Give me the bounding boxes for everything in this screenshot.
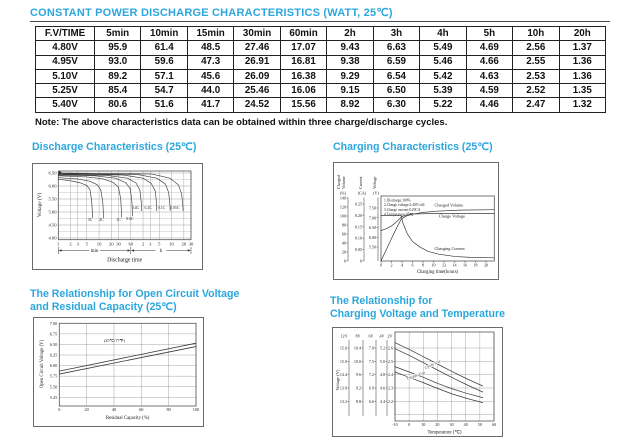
svg-text:0: 0 (359, 258, 362, 264)
svg-text:3.Charge current:0.20CA: 3.Charge current:0.20CA (384, 207, 421, 212)
power-value-cell: 95.9 (95, 41, 141, 55)
time-header-cell: 60min (280, 27, 326, 41)
power-value-cell: 59.6 (141, 55, 187, 69)
svg-text:10.0: 10.0 (353, 358, 361, 364)
svg-text:1C: 1C (116, 217, 121, 222)
svg-text:0: 0 (343, 258, 346, 264)
power-value-cell: 1.36 (559, 55, 605, 69)
time-header-cell: 5min (95, 27, 141, 41)
power-value-cell: 80.6 (95, 98, 141, 112)
svg-text:9.6: 9.6 (355, 372, 361, 378)
svg-text:6.50: 6.50 (368, 225, 376, 230)
power-value-cell: 4.69 (466, 41, 512, 55)
svg-text:8V: 8V (355, 333, 361, 339)
svg-text:6.50: 6.50 (48, 170, 57, 176)
svg-text:5: 5 (85, 241, 88, 247)
svg-text:Voltage (V): Voltage (V) (37, 192, 43, 218)
svg-text:3: 3 (149, 241, 152, 247)
svg-text:10.4: 10.4 (353, 345, 361, 351)
constant-power-table (35, 26, 606, 113)
svg-text:0: 0 (379, 262, 383, 268)
power-value-cell: 16.06 (280, 84, 326, 98)
svg-text:Open Circuit Voltage (V): Open Circuit Voltage (V) (40, 339, 45, 389)
svg-text:80: 80 (166, 406, 171, 412)
power-value-cell: 24.52 (234, 98, 280, 112)
power-value-cell: 44.0 (187, 84, 233, 98)
charging-chart-title: Charging Characteristics (25℃) (333, 141, 493, 153)
temp-chart-title-line1: The Relationship for (330, 295, 433, 307)
svg-text:0.05C: 0.05C (170, 205, 180, 210)
svg-text:0.05: 0.05 (354, 247, 362, 253)
power-value-cell: 48.5 (187, 41, 233, 55)
voltage-row-label: 4.95V (36, 55, 95, 69)
svg-text:Discharge time: Discharge time (107, 257, 143, 264)
power-value-cell: 9.15 (327, 84, 373, 98)
discharge-chart-title: Discharge Characteristics (25℃) (32, 141, 197, 153)
svg-text:30: 30 (449, 422, 454, 427)
svg-text:2: 2 (390, 262, 393, 268)
svg-text:80: 80 (341, 222, 346, 228)
svg-text:6.6: 6.6 (368, 398, 374, 404)
voltage-row-label: 5.40V (36, 98, 95, 112)
page-title: CONSTANT POWER DISCHARGE CHARACTERISTICS (WATT, 25℃) (30, 7, 393, 19)
svg-text:(V): (V) (373, 190, 379, 196)
svg-text:6V: 6V (368, 333, 374, 339)
svg-text:8: 8 (421, 262, 425, 268)
svg-text:Charging Current: Charging Current (434, 246, 465, 252)
voltage-row-label: 5.25V (36, 84, 95, 98)
svg-text:7.00: 7.00 (368, 215, 376, 221)
table-note: Note: The above characteristics data can be obtained within three charge/discharge cycles. (35, 117, 448, 128)
table-row (36, 41, 606, 55)
power-value-cell: 6.30 (373, 98, 419, 112)
svg-text:0: 0 (408, 422, 411, 427)
svg-text:1: 1 (57, 241, 60, 247)
time-header-cell: 2h (327, 27, 373, 41)
svg-text:Charged: Charged (336, 175, 341, 189)
svg-text:60: 60 (491, 422, 497, 427)
svg-text:Voltage (V): Voltage (V) (335, 369, 340, 391)
time-header-cell: 5h (466, 27, 512, 41)
time-header-cell: 15min (187, 27, 233, 41)
power-value-cell: 8.92 (327, 98, 373, 112)
svg-text:0.20: 0.20 (354, 212, 362, 218)
power-value-cell: 1.32 (559, 98, 605, 112)
svg-text:Volume: Volume (341, 176, 346, 189)
svg-text:2.Charge voltage:2.40V/cell: 2.Charge voltage:2.40V/cell (384, 203, 425, 208)
power-value-cell: 16.81 (280, 55, 326, 69)
svg-text:5.75: 5.75 (49, 373, 58, 379)
svg-text:14: 14 (452, 262, 457, 268)
svg-text:6.00: 6.00 (368, 234, 376, 240)
power-value-cell: 6.63 (373, 41, 419, 55)
power-value-cell: 57.1 (141, 69, 187, 83)
svg-text:10: 10 (96, 241, 102, 247)
svg-text:Current: Current (358, 176, 363, 189)
svg-text:13.8: 13.8 (339, 385, 347, 391)
svg-text:5.25: 5.25 (49, 394, 58, 400)
svg-text:10: 10 (169, 241, 174, 247)
svg-text:4.8: 4.8 (379, 372, 385, 378)
svg-text:4: 4 (400, 262, 404, 268)
svg-text:min: min (90, 249, 99, 255)
power-value-cell: 15.56 (280, 98, 326, 112)
temp-chart-svg (333, 328, 502, 436)
discharge-chart-svg (33, 164, 202, 269)
svg-text:7.8: 7.8 (368, 345, 374, 351)
table-row (36, 98, 606, 112)
power-value-cell: 27.46 (234, 41, 280, 55)
svg-text:0.10: 0.10 (354, 235, 362, 241)
power-value-cell: 85.4 (95, 84, 141, 98)
power-value-cell: 5.22 (420, 98, 466, 112)
corner-header-cell: F.V/TIME (36, 27, 95, 41)
svg-text:1.Discharge:100%: 1.Discharge:100% (384, 198, 411, 203)
table-row (36, 69, 606, 83)
power-value-cell: 4.63 (466, 69, 512, 83)
power-value-cell: 6.54 (373, 69, 419, 83)
svg-text:60: 60 (139, 406, 144, 412)
svg-text:5: 5 (158, 241, 161, 247)
svg-text:20: 20 (435, 422, 440, 427)
svg-text:5.50: 5.50 (49, 384, 58, 390)
svg-text:0.4C: 0.4C (131, 205, 140, 210)
svg-text:100: 100 (339, 213, 346, 219)
power-value-cell: 6.50 (373, 84, 419, 98)
power-value-cell: 2.47 (513, 98, 559, 112)
svg-text:8.8: 8.8 (355, 398, 361, 404)
title-underline (30, 21, 610, 22)
power-value-cell: 5.49 (420, 41, 466, 55)
svg-text:16: 16 (462, 262, 468, 268)
svg-text:20: 20 (483, 262, 489, 268)
power-value-cell: 93.0 (95, 55, 141, 69)
svg-text:140: 140 (339, 195, 346, 201)
ocv-chart-title (30, 288, 239, 314)
table-row (36, 55, 606, 69)
power-value-cell: 1.36 (559, 69, 605, 83)
svg-text:60: 60 (128, 241, 134, 247)
power-value-cell: 41.7 (187, 98, 233, 112)
power-value-cell: 2.56 (513, 41, 559, 55)
svg-text:2.3: 2.3 (387, 385, 393, 391)
svg-text:6.00: 6.00 (48, 183, 57, 189)
temp-chart-title (330, 295, 505, 321)
svg-text:7.2: 7.2 (368, 372, 374, 378)
power-value-cell: 5.46 (420, 55, 466, 69)
svg-text:7.00: 7.00 (49, 320, 58, 326)
svg-text:Cycle Use: Cycle Use (423, 358, 442, 371)
time-header-cell: 30min (234, 27, 280, 41)
svg-text:9.2: 9.2 (355, 385, 361, 391)
svg-text:Trickle Use: Trickle Use (405, 369, 426, 382)
svg-text:2.5: 2.5 (387, 358, 393, 364)
time-header-cell: 4h (420, 27, 466, 41)
svg-text:2: 2 (69, 241, 72, 247)
power-value-cell: 2.52 (513, 84, 559, 98)
svg-text:2C: 2C (99, 217, 104, 222)
svg-text:7.5: 7.5 (368, 358, 374, 364)
svg-text:30: 30 (116, 241, 121, 247)
time-header-cell: 3h (373, 27, 419, 41)
svg-text:30: 30 (188, 241, 194, 247)
power-value-cell: 9.38 (327, 55, 373, 69)
svg-text:10: 10 (421, 422, 426, 427)
power-value-cell: 45.6 (187, 69, 233, 83)
svg-text:13.2: 13.2 (339, 398, 347, 404)
svg-text:60: 60 (341, 231, 346, 237)
svg-text:6.9: 6.9 (368, 385, 374, 391)
svg-text:5.2: 5.2 (379, 345, 385, 351)
svg-text:4.50: 4.50 (48, 222, 57, 228)
svg-text:(%): (%) (339, 190, 347, 196)
svg-text:15.0: 15.0 (339, 358, 347, 364)
svg-text:3: 3 (76, 241, 79, 247)
power-value-cell: 54.7 (141, 84, 187, 98)
charging-chart-svg (334, 163, 498, 279)
power-value-cell: 9.43 (327, 41, 373, 55)
power-value-cell: 17.07 (280, 41, 326, 55)
svg-text:Voltage: Voltage (372, 176, 377, 189)
table-row (36, 84, 606, 98)
svg-text:5.50: 5.50 (368, 244, 376, 250)
svg-text:5.50: 5.50 (48, 196, 57, 202)
ocv-chart-title-line1: The Relationship for Open Circuit Voltage (30, 288, 240, 300)
power-value-cell: 25.46 (234, 84, 280, 98)
time-header-cell: 10min (141, 27, 187, 41)
power-value-cell: 1.35 (559, 84, 605, 98)
svg-text:5.0: 5.0 (379, 358, 385, 364)
time-header-cell: 10h (513, 27, 559, 41)
power-value-cell: 51.6 (141, 98, 187, 112)
power-value-cell: 4.46 (466, 98, 512, 112)
svg-text:7.50: 7.50 (368, 205, 376, 211)
svg-text:6.75: 6.75 (49, 331, 58, 337)
ocv-chart-title-line2: and Residual Capacity (25℃) (30, 301, 177, 313)
svg-text:0: 0 (58, 406, 61, 412)
svg-text:2.4: 2.4 (387, 372, 393, 378)
power-value-cell: 4.66 (466, 55, 512, 69)
svg-text:20: 20 (109, 241, 114, 247)
svg-text:2.2: 2.2 (387, 398, 393, 404)
power-value-cell: 5.42 (420, 69, 466, 83)
svg-text:18: 18 (473, 262, 478, 268)
svg-text:40: 40 (463, 422, 468, 427)
power-value-cell: 47.3 (187, 55, 233, 69)
svg-text:2V: 2V (387, 333, 393, 339)
svg-text:3C: 3C (87, 217, 93, 222)
svg-text:5.00: 5.00 (48, 209, 57, 215)
svg-text:40: 40 (111, 406, 117, 412)
svg-text:(25℃/77℉): (25℃/77℉) (104, 338, 126, 343)
svg-text:h: h (159, 249, 163, 255)
svg-text:0.15: 0.15 (354, 224, 362, 230)
svg-text:(CA): (CA) (357, 190, 367, 196)
svg-text:15.6: 15.6 (339, 345, 347, 351)
svg-text:4.4: 4.4 (379, 398, 385, 404)
svg-text:4.Temperature:25℃: 4.Temperature:25℃ (384, 212, 414, 217)
svg-text:4.00: 4.00 (48, 235, 57, 241)
svg-text:6: 6 (411, 262, 414, 268)
svg-text:6.50: 6.50 (49, 341, 58, 347)
svg-text:Charging time(hours): Charging time(hours) (416, 270, 459, 275)
power-value-cell: 16.38 (280, 69, 326, 83)
voltage-row-label: 5.10V (36, 69, 95, 83)
svg-text:12V: 12V (340, 333, 348, 339)
discharge-chart (32, 163, 203, 270)
svg-text:6.00: 6.00 (49, 363, 58, 369)
svg-text:0.2C: 0.2C (144, 205, 152, 210)
power-value-cell: 5.39 (420, 84, 466, 98)
svg-text:4.6: 4.6 (379, 385, 385, 391)
svg-text:20: 20 (341, 249, 346, 255)
power-value-cell: 1.37 (559, 41, 605, 55)
ocv-chart (33, 317, 204, 427)
svg-text:0.1C: 0.1C (157, 205, 166, 210)
temp-chart (332, 327, 503, 437)
power-value-cell: 9.29 (327, 69, 373, 83)
table-header-row (36, 27, 606, 41)
voltage-row-label: 4.80V (36, 41, 95, 55)
svg-text:-10: -10 (392, 422, 398, 427)
svg-text:40: 40 (341, 240, 346, 246)
svg-text:100: 100 (192, 406, 200, 412)
svg-text:120: 120 (339, 204, 346, 210)
svg-text:50: 50 (477, 422, 482, 427)
svg-text:10: 10 (431, 262, 436, 268)
svg-text:14.4: 14.4 (339, 372, 347, 378)
time-header-cell: 20h (559, 27, 605, 41)
svg-text:Temperature (℃): Temperature (℃) (427, 430, 462, 436)
power-value-cell: 89.2 (95, 69, 141, 83)
svg-text:12: 12 (441, 262, 447, 268)
svg-text:20: 20 (181, 241, 187, 247)
svg-text:20: 20 (84, 406, 89, 412)
svg-text:6.25: 6.25 (49, 352, 58, 358)
power-value-cell: 2.55 (513, 55, 559, 69)
power-value-cell: 26.91 (234, 55, 280, 69)
svg-text:2.6: 2.6 (387, 345, 393, 351)
power-value-cell: 6.59 (373, 55, 419, 69)
power-value-cell: 2.53 (513, 69, 559, 83)
svg-text:Charged Volume: Charged Volume (434, 202, 464, 208)
charging-chart (333, 162, 499, 280)
power-value-cell: 26.09 (234, 69, 280, 83)
svg-text:0.25: 0.25 (354, 201, 362, 207)
svg-text:4V: 4V (379, 333, 385, 339)
svg-text:Charge Voltage: Charge Voltage (438, 213, 466, 219)
svg-text:Residual Capacity (%): Residual Capacity (%) (105, 416, 150, 421)
power-value-cell: 4.59 (466, 84, 512, 98)
ocv-chart-svg (34, 318, 203, 426)
svg-text:2: 2 (141, 241, 145, 247)
power-value-cell: 61.4 (141, 41, 187, 55)
svg-text:0.6C: 0.6C (126, 216, 134, 221)
temp-chart-title-line2: Charging Voltage and Temperature (330, 308, 506, 320)
